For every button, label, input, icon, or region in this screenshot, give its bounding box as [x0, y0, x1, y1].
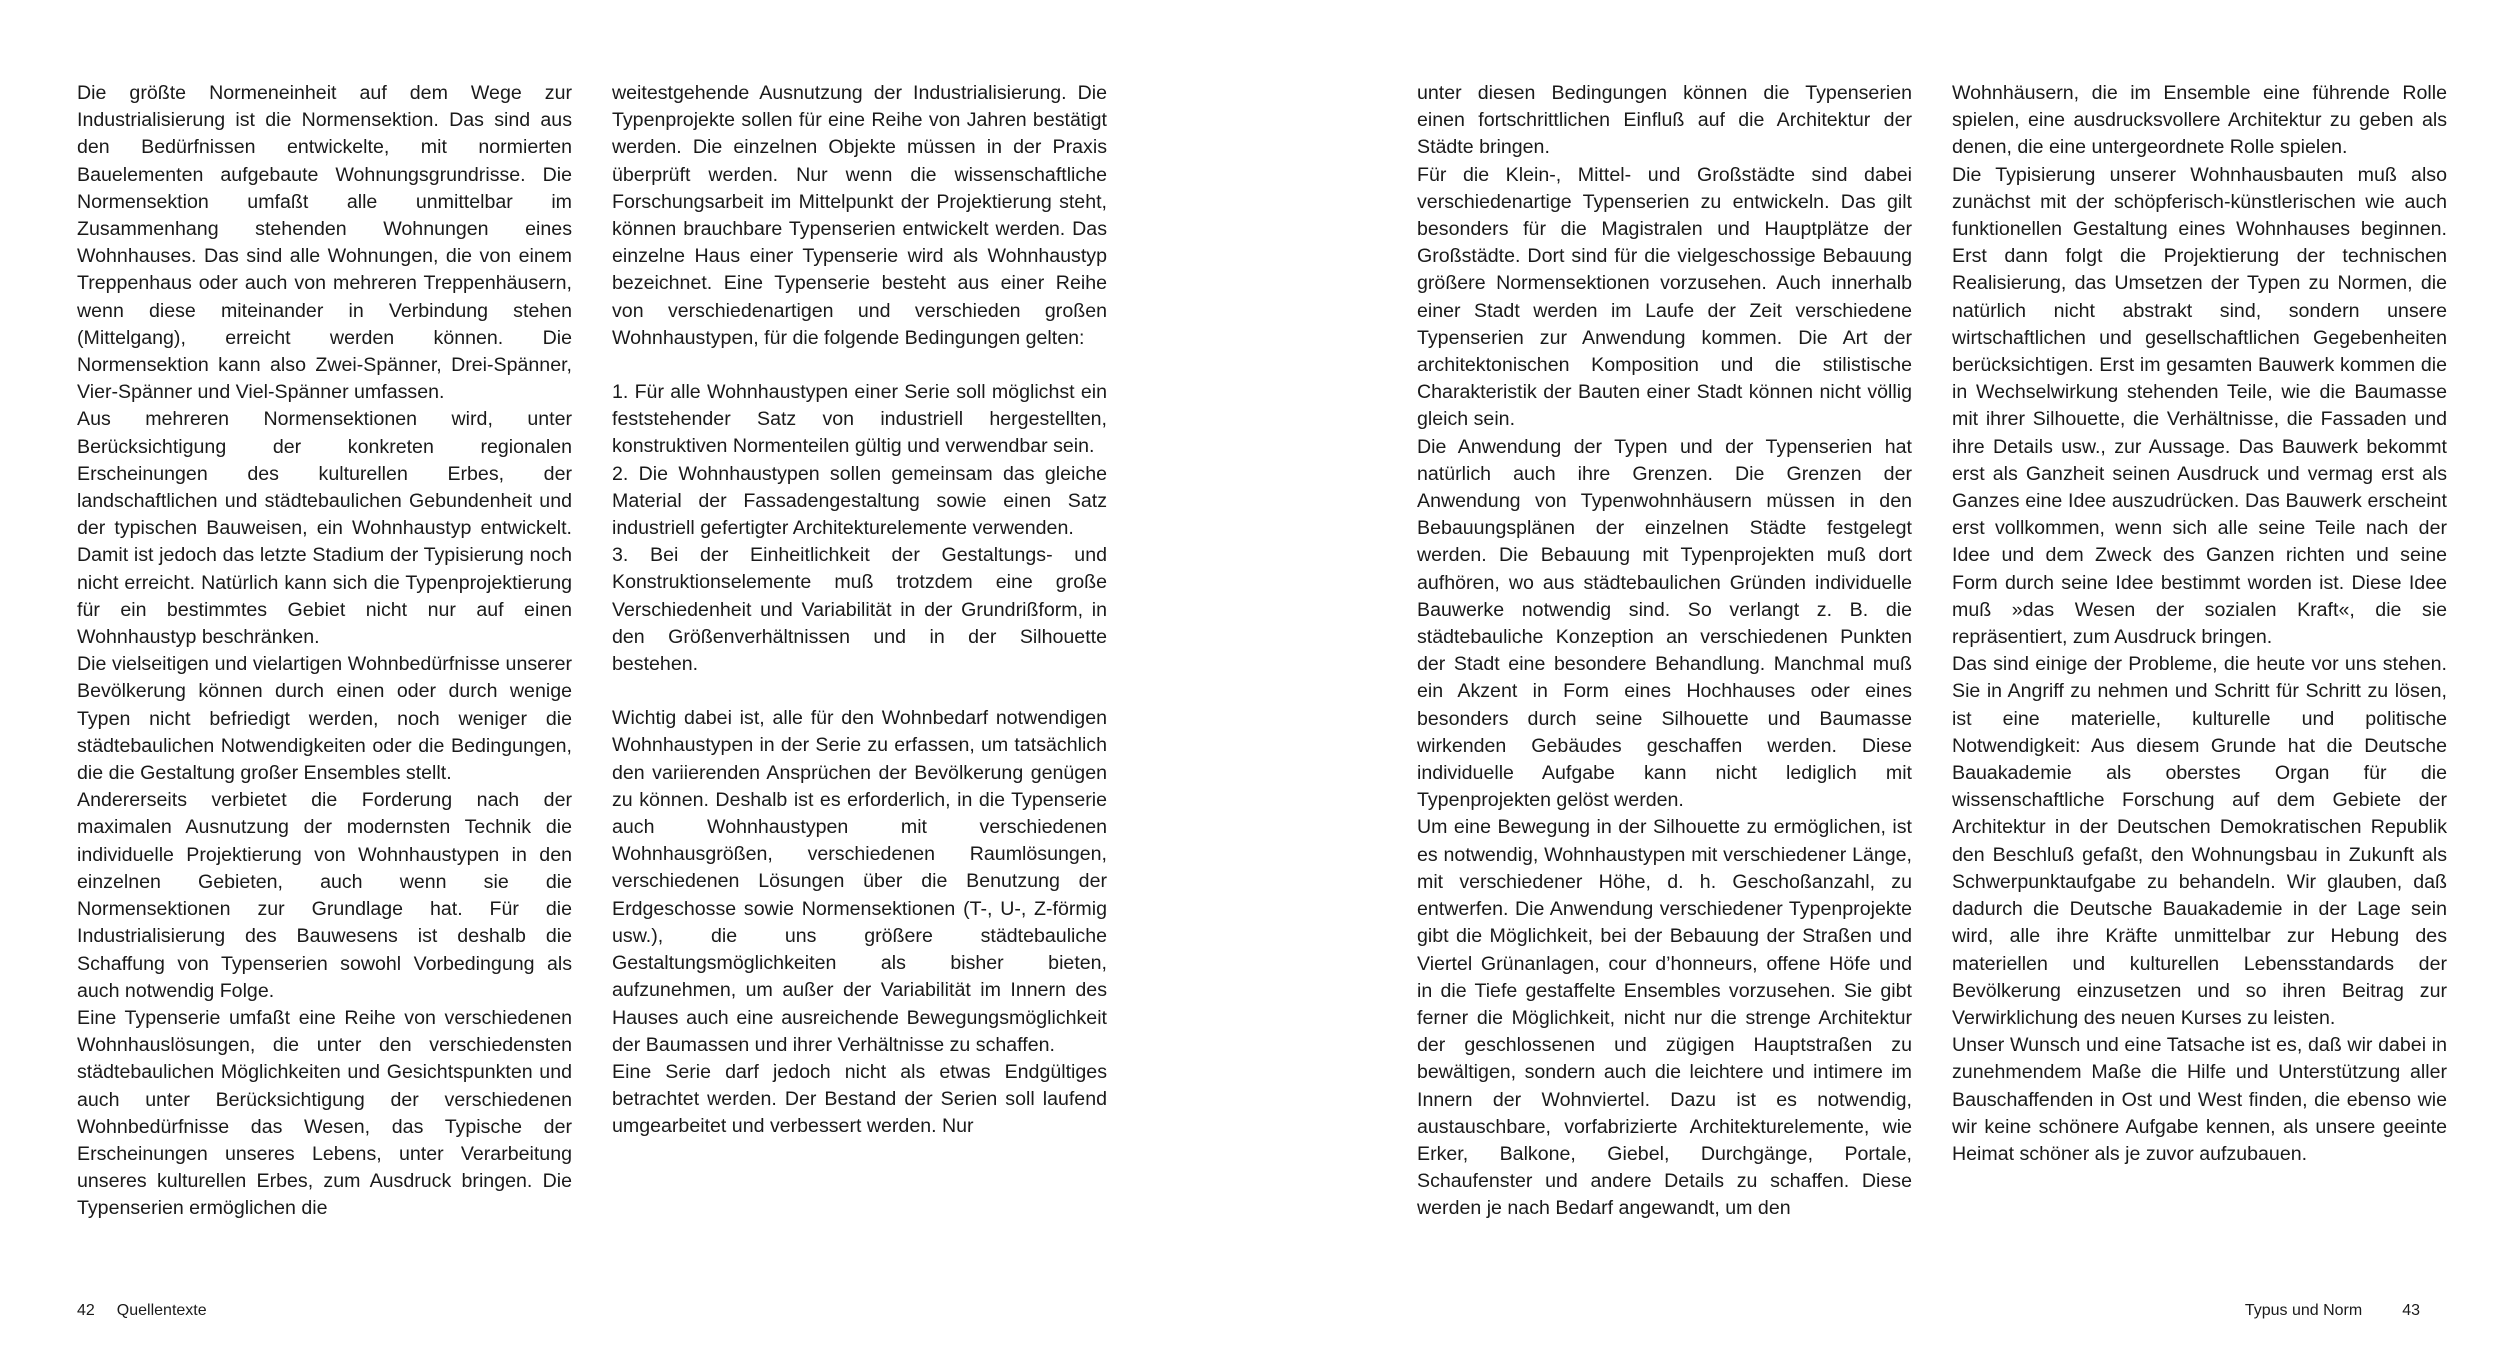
paragraph: weitestgehende Ausnutzung der Industrialisierung. Die Typenprojekte sollen für eine Reihe von Jahren bestätigt werden. Die einzelnen Objekte müssen in der Praxis überprüft werden. Nur wenn die wissenschaftliche Forschungsarbeit im Mittelpunkt der Projektierung steht, können brauchbare Typenserien entwickelt werden. Das einzelne Haus einer Typenserie wird als Wohnhaustyp bezeichnet. Eine Typenserie besteht aus einer Reihe von verschiedenartigen und verschieden großen Wohnhaustypen, für die folgende Bedingungen gelten:: [612, 82, 1107, 349]
page-number: 42: [77, 1302, 95, 1319]
left-page-footer: [77, 1301, 207, 1321]
left-page-column-2: [612, 80, 1107, 1141]
paragraph: Andererseits verbietet die Forderung nach der maximalen Ausnutzung der modernsten Technik die individuelle Projektierung von Wohnhaustypen in den einzelnen Gebieten, auch wenn sie die Normensektionen zur Grundlage hat. Für die Industrialisierung des Bauwesens ist deshalb die Schaffung von Typenserien sowohl Vorbedingung als auch notwendig Folge.: [77, 789, 572, 1002]
paragraph: Das sind einige der Probleme, die heute vor uns stehen. Sie in Angriff zu nehmen und Schritt für Schritt zu lösen, ist eine materielle, kulturelle und politische Notwendigkeit: Aus diesem Grunde hat die Deutsche Bauakademie als oberstes Organ für die wissenschaftliche Forschung auf dem Gebiete der Architektur in der Deutschen Demokratischen Republik den Beschluß gefaßt, den Wohnungsbau in Zukunft als Schwerpunktaufgabe zu behandeln. Wir glauben, daß dadurch die Deutsche Bauakademie in der Lage sein wird, alle ihre Kräfte unmittelbar zur Hebung des materiellen und kulturellen Lebensstandards der Bevölkerung einzusetzen und so ihren Beitrag zur Verwirklichung des neuen Kurses zu leisten.: [1952, 653, 2447, 1029]
right-page-footer: [2245, 1301, 2420, 1321]
paragraph: Die Typisierung unserer Wohnhausbauten muß also zunächst mit der schöpferisch-künstlerischen wie auch funktionellen Gestaltung eines Wohnhauses beginnen. Erst dann folgt die Projektierung der technischen Realisierung, das Umsetzen der Typen zu Normen, die natürlich nicht abstrakt sind, sondern unsere wirtschaftlichen und gesellschaftlichen Gegebenheiten berücksichtigen. Erst im gesamten Bauwerk kommen die in Wechselwirkung stehenden Teile, wie die Baumasse mit ihrer Silhouette, die Verhältnisse, die Fassaden und ihre Details usw., zur Aussage. Das Bauwerk bekommt erst als Ganzheit seinen Ausdruck und vermag erst als Ganzes eine Idee auszudrücken. Das Bauwerk erscheint erst vollkommen, wenn sich alle seine Teile nach der Idee und dem Zweck des Ganzen richten und seine Form durch seine Idee bestimmt worden ist. Diese Idee muß »das Wesen der sozialen Kraft«, die sie repräsentiert, zum Ausdruck bringen.: [1952, 163, 2447, 649]
right-page-column-1: [1417, 80, 1912, 1223]
right-page: [1250, 0, 2500, 1369]
running-head: Quellentexte: [116, 1302, 207, 1319]
paragraph: unter diesen Bedingungen können die Typenserien einen fortschrittlichen Einfluß auf die Architektur der Städte bringen.: [1417, 82, 1912, 159]
running-head: Typus und Norm: [2244, 1302, 2363, 1319]
paragraph: Die vielseitigen und vielartigen Wohnbedürfnisse unserer Bevölkerung können durch einen oder durch wenige Typen nicht befriedigt werden, noch weniger die städtebaulichen Notwendigkeiten oder die Bedingungen, die die Gestaltung großer Ensembles stellt.: [77, 653, 572, 785]
condition-item: 2. Die Wohnhaustypen sollen gemeinsam das gleiche Material der Fassadengestaltung sowie einen Satz industriell gefertigter Architekturelemente verwenden.: [612, 462, 1107, 540]
paragraph: Die Anwendung der Typen und der Typenserien hat natürlich auch ihre Grenzen. Die Grenzen der Anwendung von Typenwohnhäusern müssen in den Bebauungsplänen der einzelnen Städte festgelegt werden. Die Bebauung mit Typenprojekten muß dort aufhören, wo aus städtebaulichen Gründen individuelle Bauwerke notwendig sind. So verlangt z. B. die städtebauliche Konzeption an verschiedenen Punkten der Stadt eine besondere Behandlung. Manchmal muß ein Akzent in Form eines Hochhauses oder eines besonders durch seine Silhouette und Baumasse wirkenden Gebäudes geschaffen werden. Diese individuelle Aufgabe kann nicht lediglich mit Typenprojekten gelöst werden.: [1417, 435, 1912, 812]
paragraph: Für die Klein-, Mittel- und Großstädte sind dabei verschiedenartige Typenserien zu entwickeln. Das gilt besonders für die Magistralen und Hauptplätze der Großstädte. Dort sind für die vielgeschossige Bebauung größere Normensektionen vorzusehen. Auch innerhalb einer Stadt werden im Laufe der Zeit verschiedene Typenserien zur Anwendung kommen. Die Art der architektonischen Komposition und die stilistische Charakteristik der Bauten einer Stadt können nicht völlig gleich sein.: [1417, 163, 1912, 431]
paragraph: Unser Wunsch und eine Tatsache ist es, daß wir dabei in zunehmendem Maße die Hilfe und Unterstützung aller Bauschaffenden in Ost und West finden, die ebenso wie wir keine schönere Aufgabe kennen, als unsere geeinte Heimat schöner als je zuvor aufzubauen.: [1952, 1034, 2447, 1165]
condition-item: 3. Bei der Einheitlichkeit der Gestaltungs- und Konstruktionselemente muß trotzdem eine große Verschiedenheit und Variabilität in der Grundrißform, in den Größenverhältnissen und in der Silhouette bestehen.: [612, 544, 1107, 676]
paragraph: Aus mehreren Normensektionen wird, unter Berücksichtigung der konkreten regionalen Erscheinungen des kulturellen Erbes, der landschaftlichen und städtebaulichen Gebundenheit und der typischen Bauweisen, ein Wohnhaustyp entwickelt. Damit ist jedoch das letzte Stadium der Typisierung noch nicht erreicht. Natürlich kann sich die Typenprojektierung für ein bestimmtes Gebiet nicht nur auf einen Wohnhaustyp beschränken.: [77, 408, 572, 649]
paragraph: Eine Typenserie umfaßt eine Reihe von verschiedenen Wohnhauslösungen, die unter den verschiedensten städtebaulichen Möglichkeiten und Gesichtspunkten und auch unter Berücksichtigung der verschiedenen Wohnbedürfnisse das Wesen, das Typische der Erscheinungen unseres Lebens, unter Verarbeitung unseres kulturellen Erbes, zum Ausdruck bringen. Die Typenserien ermöglichen die: [77, 1006, 572, 1220]
paragraph: Die größte Normeneinheit auf dem Wege zur Industrialisierung ist die Normensektion. Das sind aus den Bedürfnissen entwickelte, mit normierten Bauelementen aufgebaute Wohnungsgrundrisse. Die Normensektion umfaßt alle unmittelbar im Zusammenhang stehenden Wohnungen eines Wohnhauses. Das sind alle Wohnungen, die von einem Treppenhaus oder auch von mehreren Treppenhäusern, wenn diese miteinander in Verbindung stehen (Mittelgang), erreicht werden können. Die Normensektion kann also Zwei-Spänner, Drei-Spänner, Vier-Spänner und Viel-Spänner umfassen.: [77, 82, 572, 404]
condition-item: 1. Für alle Wohnhaustypen einer Serie soll möglichst ein feststehender Satz von industriell hergestellten, konstruktiven Normenteilen gültig und verwendbar sein.: [612, 381, 1107, 458]
paragraph: Eine Serie darf jedoch nicht als etwas Endgültiges betrachtet werden. Der Bestand der Serien soll laufend umgearbeitet und verbessert werden. Nur: [612, 1060, 1107, 1138]
page-number: 43: [2402, 1302, 2420, 1319]
left-page-column-1: [77, 80, 572, 1223]
right-page-column-2: [1952, 80, 2447, 1168]
paragraph: Wohnhäusern, die im Ensemble eine führende Rolle spielen, eine ausdrucksvollere Architektur zu geben als denen, die eine untergeordnete Rolle spielen.: [1952, 82, 2447, 159]
paragraph: Wichtig dabei ist, alle für den Wohnbedarf notwendigen Wohnhaustypen in der Serie zu erfassen, um tatsächlich den variierenden Ansprüchen der Bevölkerung genügen zu können. Deshalb ist es erforderlich, in die Typenserie auch Wohnhaustypen mit verschiedenen Wohnhausgrößen, verschiedenen Raumlösungen, verschiedenen Lösungen über die Benutzung der Erdgeschosse sowie Normensektionen (T-, U-, Z-förmig usw.), die uns größere städtebauliche Gestaltungsmöglichkeiten als bisher bieten, aufzunehmen, um außer der Variabilität im Innern des Hauses auch eine ausreichende Bewegungsmöglichkeit der Baumassen und ihrer Verhältnisse zu schaffen.: [612, 707, 1107, 1056]
paragraph: Um eine Bewegung in der Silhouette zu ermöglichen, ist es notwendig, Wohnhaustypen mit verschiedener Länge, mit verschiedener Höhe, d. h. Geschoßanzahl, zu entwerfen. Die Anwendung verschiedener Typenprojekte gibt die Möglichkeit, bei der Bebauung der Straßen und Viertel Grünanlagen, cour d’honneurs, offene Höfe und in die Tiefe gestaffelte Ensembles vorzusehen. Sie gibt ferner die Möglichkeit, nicht nur die strenge Architektur der geschlossenen und zügigen Hauptstraßen zu bewältigen, sondern auch die leichtere und intimere im Innern der Wohnviertel. Dazu ist es notwendig, austauschbare, vorfabrizierte Architekturelemente, wie Erker, Balkone, Giebel, Durchgänge, Portale, Schaufenster und andere Details zu schaffen. Diese werden je nach Bedarf angewandt, um den: [1417, 816, 1912, 1220]
